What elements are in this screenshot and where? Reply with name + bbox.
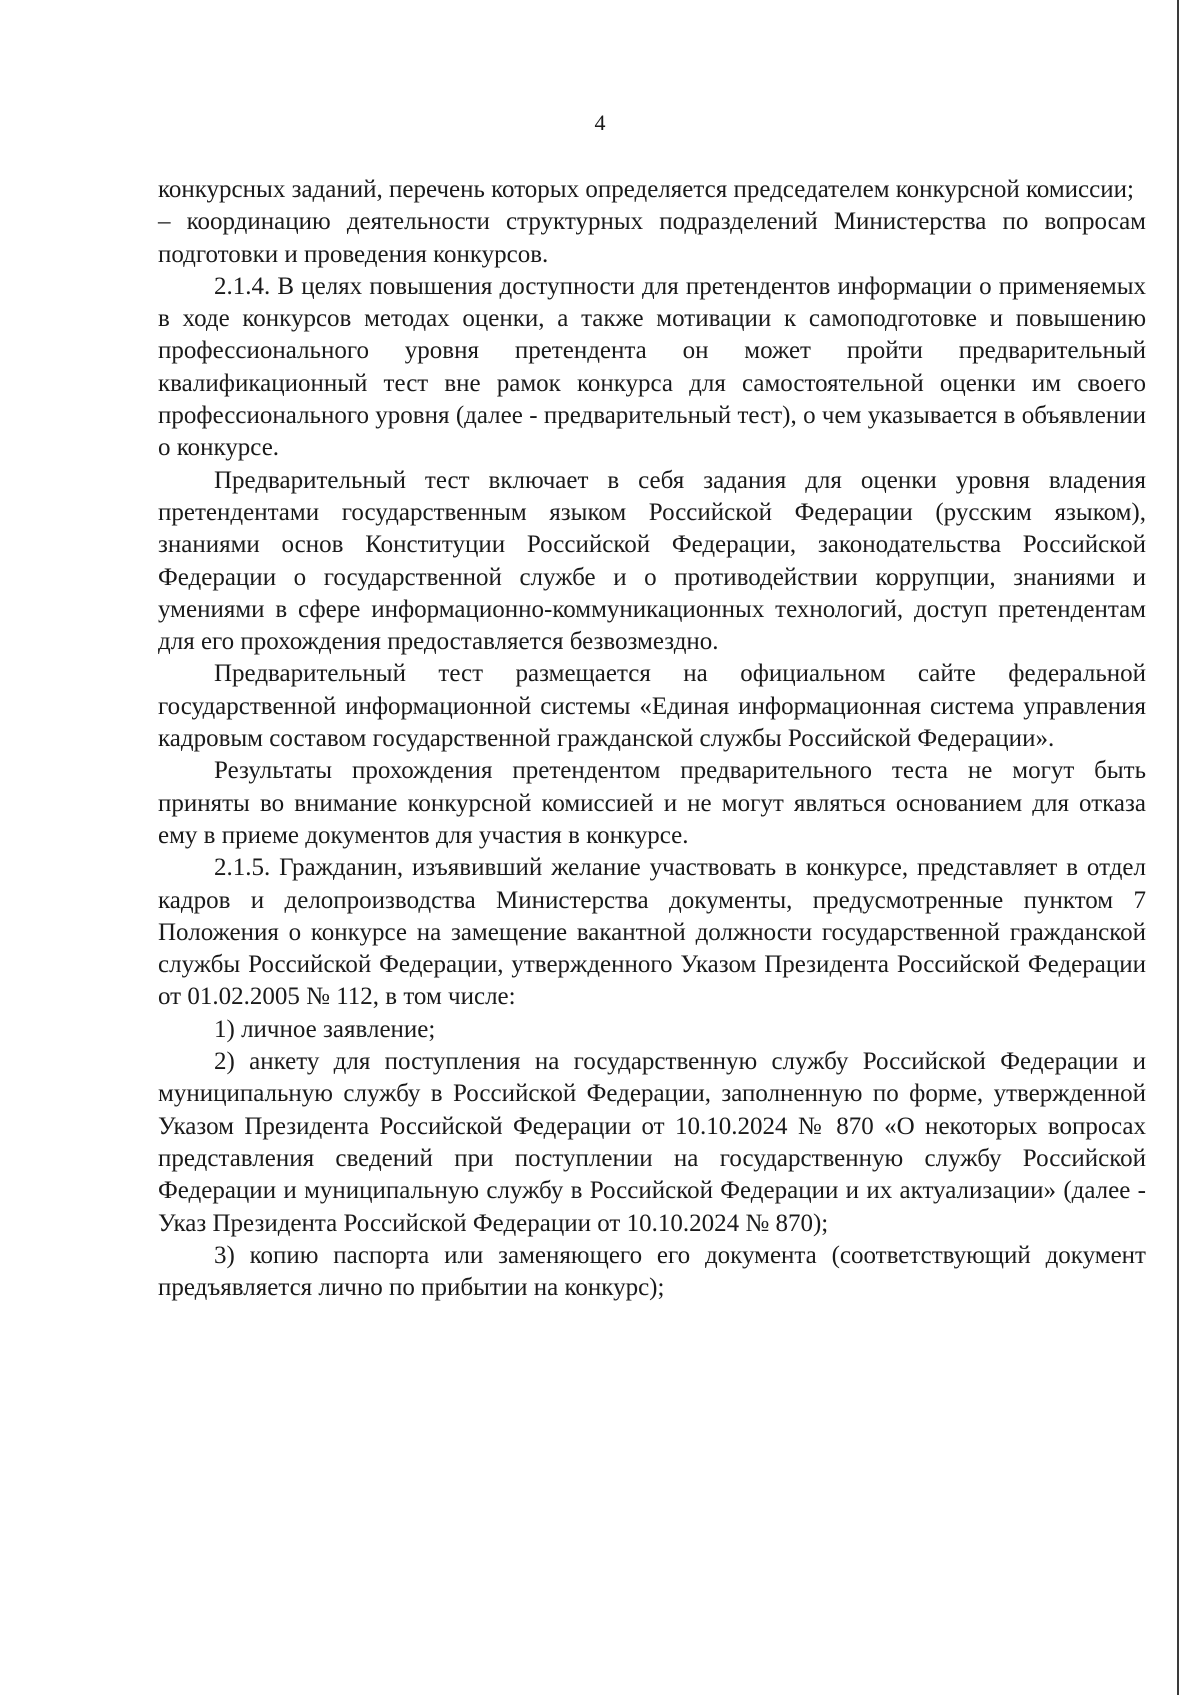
paragraph-test-content: Предварительный тест включает в себя задания для оценки уровня владения претендентами государственным языком Российской Федерации (русским языком), знаниями основ Конституции Российской Федерации, законодательства Российской Федерации о государственной службе и о противодействии коррупции, знаниями и умениями в сфере информационно-коммуникационных технологий, доступ претендентам для его прохождения предоставляется безвозмездно. xyxy=(158,466,1146,656)
paragraph-2-1-5: 2.1.5. Гражданин, изъявивший желание участвовать в конкурсе, представляет в отдел кадров и делопроизводства Министерства документы, предусмотренные пунктом 7 Положения о конкурсе на замещение вакантной должности государственной гражданской службы Российской Федерации, утвержденного Указом Президента Российской Федерации от 01.02.2005 № 112, в том числе: xyxy=(158,854,1146,1011)
list-item-3: 3) копию паспорта или заменяющего его документа (соответствующий документ предъявляется лично по прибытии на конкурс); xyxy=(158,1241,1146,1302)
page-number: 4 xyxy=(594,110,606,135)
paragraph-test-placement: Предварительный тест размещается на официальном сайте федеральной государственной информационной системы «Единая информационная система управления кадровым составом государственной гражданской службы Российской Федерации». xyxy=(158,660,1146,753)
document-body xyxy=(158,174,1146,1304)
paragraph-coordination: – координацию деятельности структурных подразделений Министерства по вопросам подготовки и проведения конкурсов. xyxy=(158,208,1146,268)
paragraph-2-1-4: 2.1.4. В целях повышения доступности для претендентов информации о применяемых в ходе конкурсов методах оценки, а также мотивации к самоподготовке и повышению профессионального уровня претендента он может пройти предварительный квалификационный тест вне рамок конкурса для самостоятельной оценки им своего профессионального уровня (далее - предварительный тест), о чем указывается в объявлении о конкурсе. xyxy=(158,272,1146,462)
list-item-2: 2) анкету для поступления на государственную службу Российской Федерации и муниципальную службу в Российской Федерации, заполненную по форме, утвержденной Указом Президента Российской Федерации от 10.10.2024 № 870 «О некоторых вопросах представления сведений при поступлении на государственную службу Российской Федерации и муниципальную службу в Российской Федерации и их актуализации» (далее - Указ Президента Российской Федерации от 10.10.2024 № 870); xyxy=(158,1048,1146,1237)
paragraph-continuation: конкурсных заданий, перечень которых определяется председателем конкурсной комиссии; xyxy=(158,176,1134,203)
page-edge-line xyxy=(1177,0,1179,1695)
paragraph-test-results: Результаты прохождения претендентом предварительного теста не могут быть приняты во внимание конкурсной комиссией и не могут являться основанием для отказа ему в приеме документов для участия в конкурсе. xyxy=(158,757,1146,849)
list-item-1: 1) личное заявление; xyxy=(214,1015,436,1043)
